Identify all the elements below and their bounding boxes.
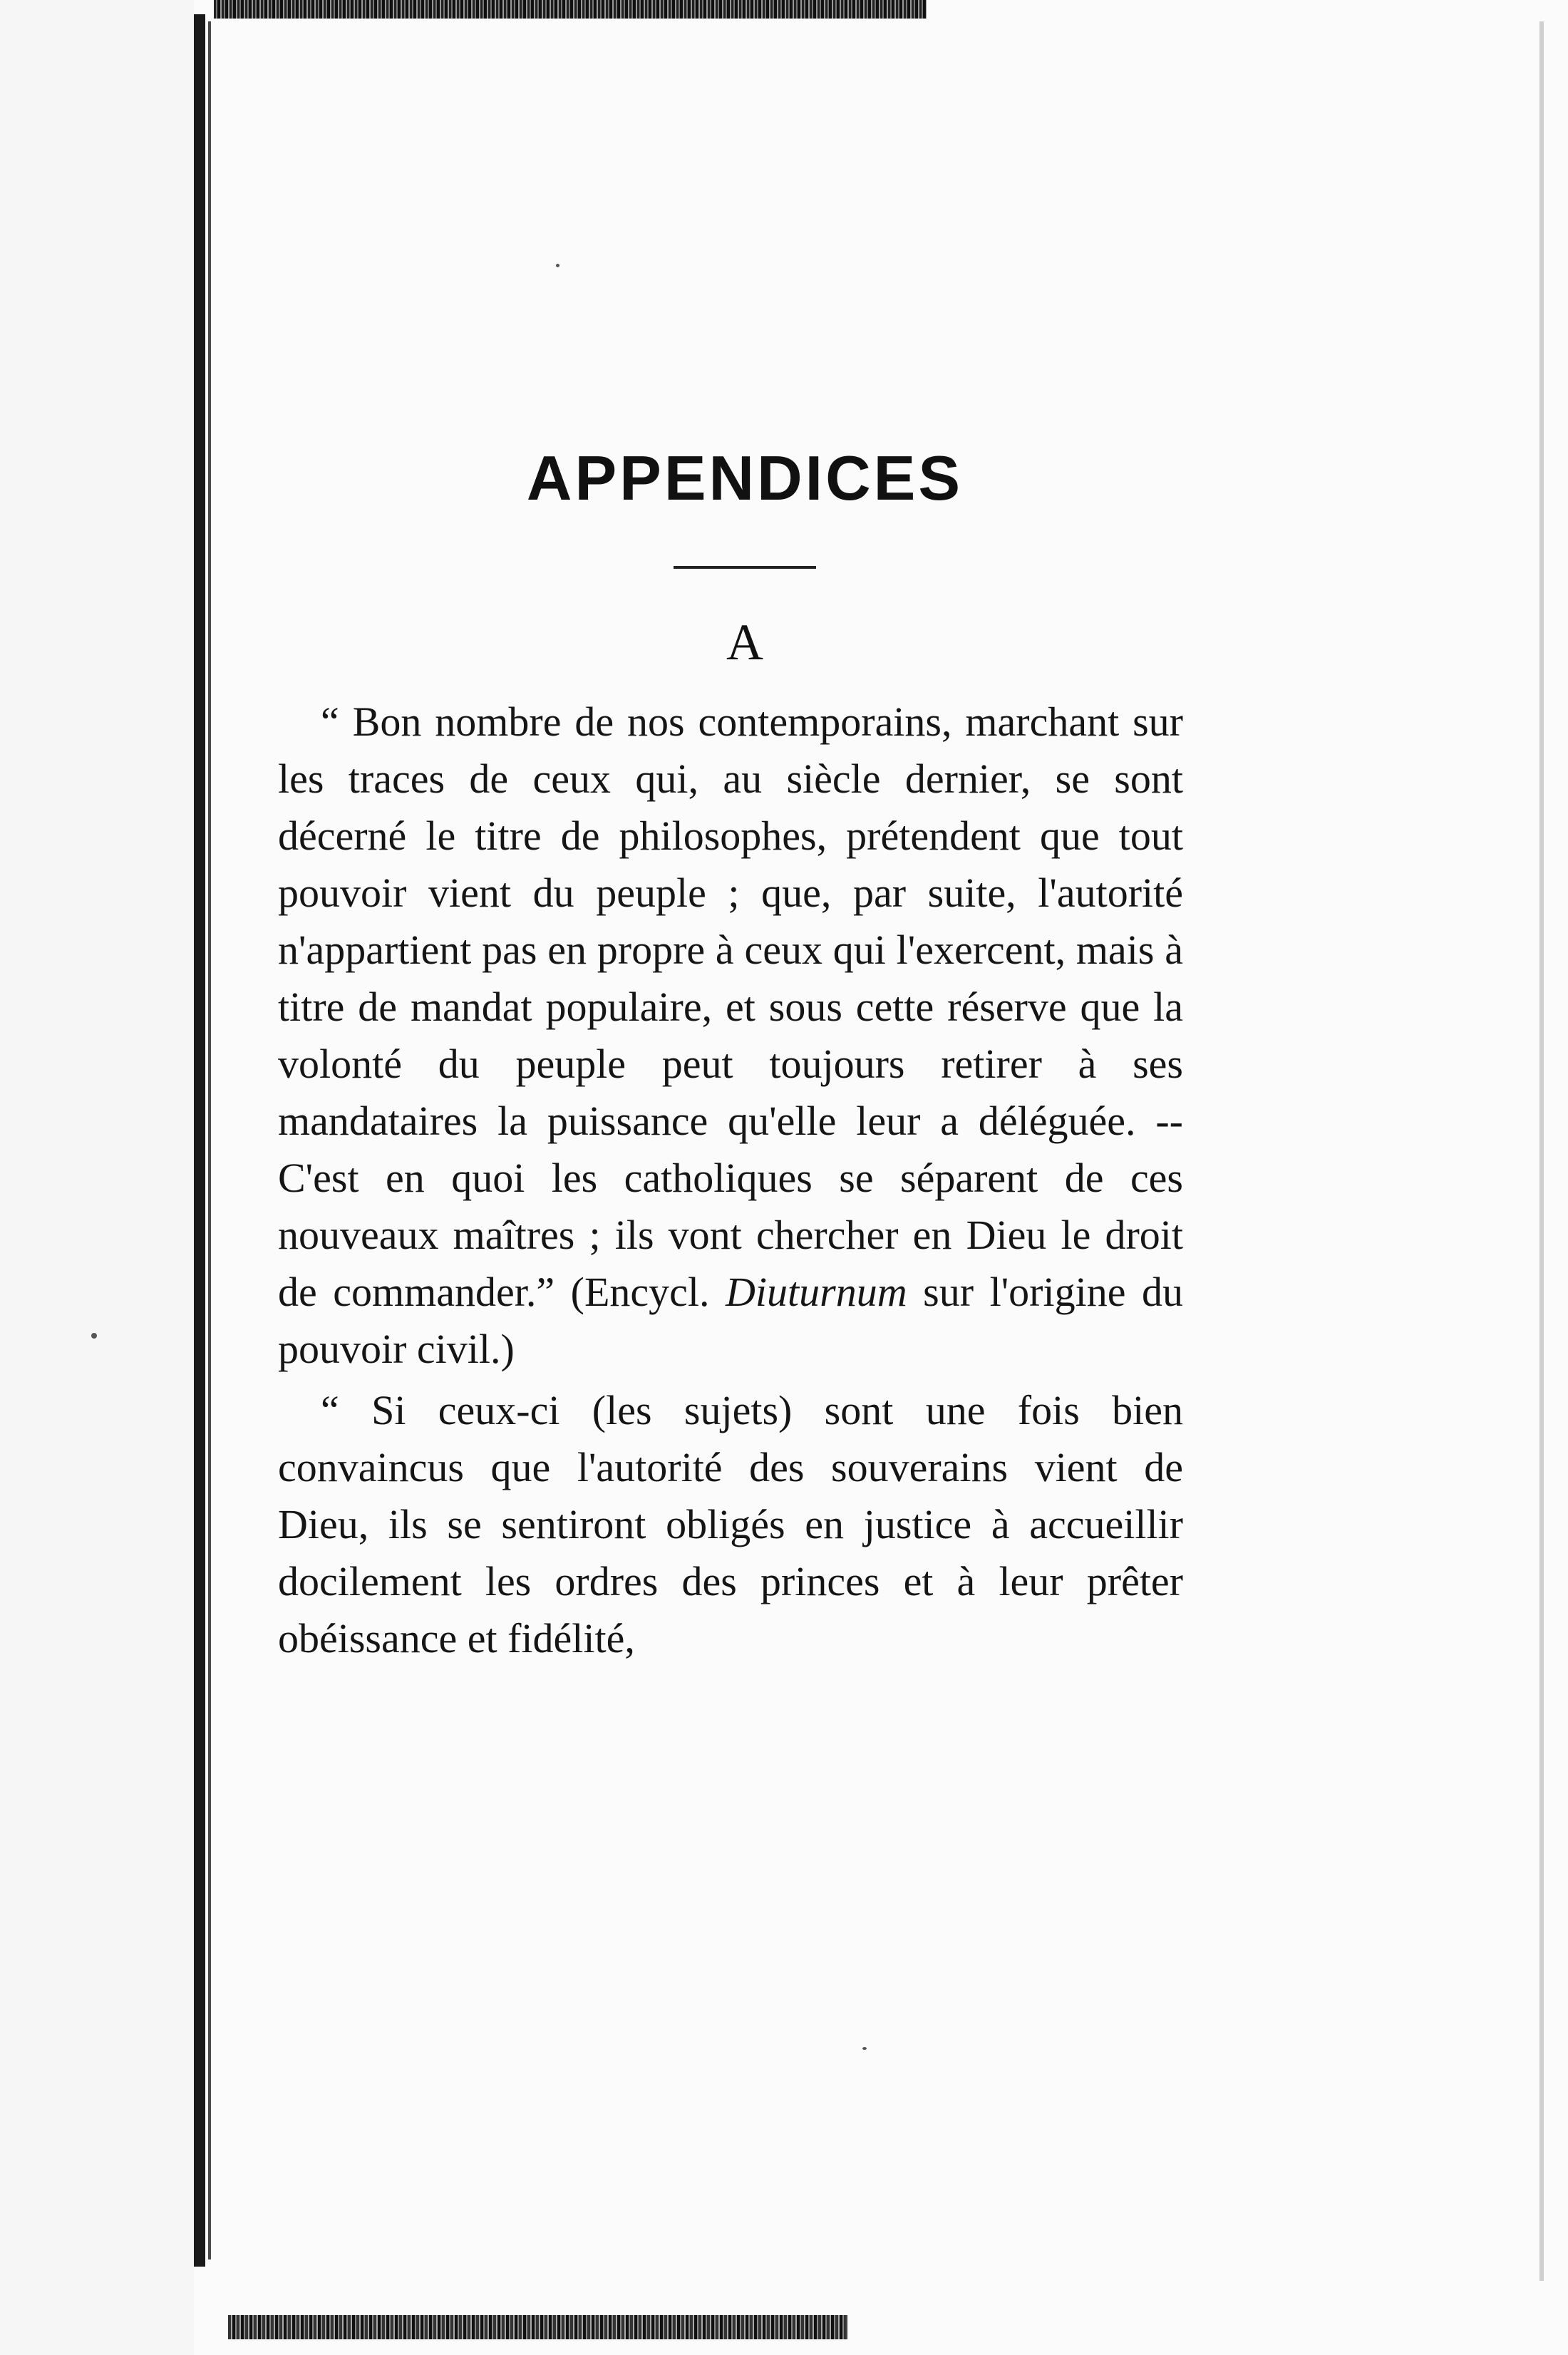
page-body bbox=[278, 442, 1190, 1667]
facing-page-edge bbox=[0, 0, 194, 2355]
paragraph-2-text: “ Si ceux-ci (les sujets) sont une fois bien convaincus que l'autorité des souverains vient de Dieu, ils se sentiront obligés en justice à accueillir docilement les ordres des princes et à leur prêter obéissance et fidélité, bbox=[278, 1387, 1183, 1661]
book-gutter bbox=[194, 14, 205, 2267]
page-title: APPENDICES bbox=[526, 443, 964, 513]
paragraph-1 bbox=[278, 694, 1183, 1378]
scan-border-bottom bbox=[228, 2315, 848, 2339]
paragraph-1-text-end: sur l'origine du pouvoir civil.) bbox=[278, 1269, 1183, 1372]
scan-border-top bbox=[214, 0, 927, 19]
scan-speck bbox=[862, 2047, 867, 2050]
paragraph-2 bbox=[278, 1382, 1183, 1667]
scan-speck bbox=[556, 264, 559, 267]
paragraph-1-text: “ Bon nombre de nos contemporains, marchant sur les traces de ceux qui, au siècle dernier, se sont décerné le titre de philosophes, prétendent que tout pouvoir vient du peuple ; que, par suite, l'autorité n'appartient pas en propre à ceux qui l'exercent, mais à titre de mandat populaire, et sous cette réserve que la volonté du peuple peut toujours retirer à ses mandataires la puissance qu'elle leur a déléguée. --C'est en quoi les catholiques se séparent de ces nouveaux maîtres ; ils vont chercher en Dieu le droit de commander.” (Encycl. bbox=[278, 699, 1183, 1315]
page-right-edge bbox=[1539, 21, 1544, 2281]
title-rule bbox=[674, 566, 816, 569]
scan-speck bbox=[91, 1333, 97, 1339]
section-letter: A bbox=[726, 614, 763, 671]
encyclical-title: Diuturnum bbox=[726, 1269, 907, 1315]
book-gutter-shadow bbox=[208, 21, 211, 2259]
